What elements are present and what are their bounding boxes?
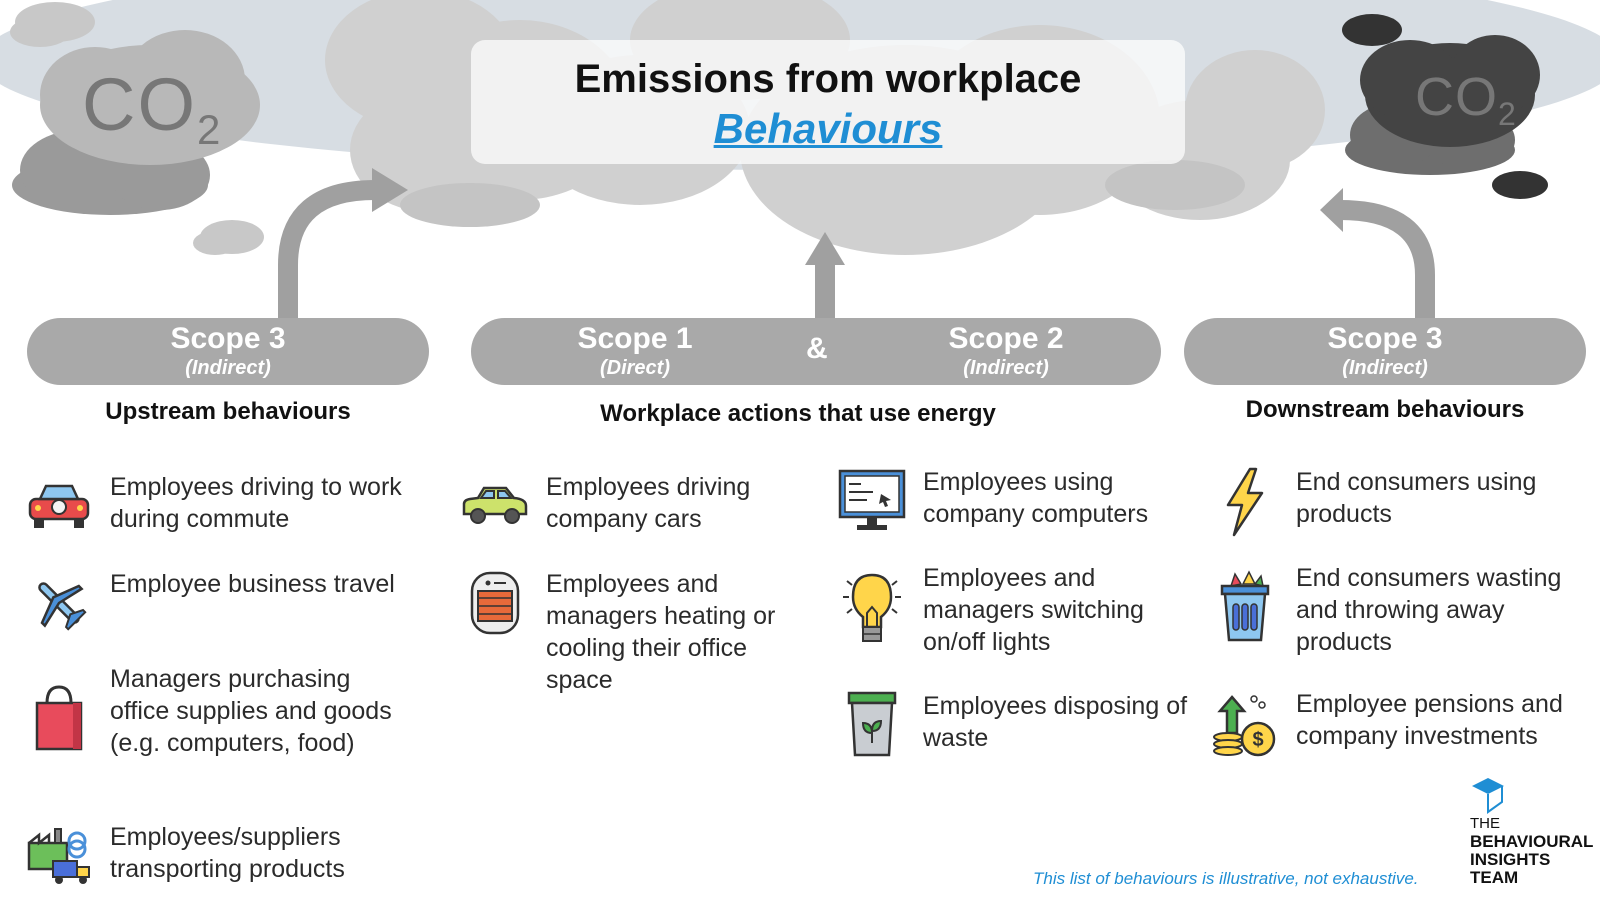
scope-3-downstream [1255, 322, 1515, 380]
item-text: Employees and managers switching on/off lights [923, 564, 1144, 656]
company-car-icon [460, 471, 530, 541]
co2-right-label [1415, 66, 1517, 133]
logo-behavioural: BEHAVIOURAL [1470, 832, 1594, 851]
svg-text:$: $ [1252, 729, 1264, 751]
item-text: Employee business travel [110, 570, 395, 598]
scope-name: Scope 2 [948, 322, 1064, 355]
item-text: Employee pensions and company investments [1296, 690, 1563, 750]
co2-left-text: CO [82, 63, 197, 146]
scope-sub: (Direct) [599, 357, 670, 379]
workplace-heading: Workplace actions that use energy [600, 400, 996, 427]
list-item [460, 568, 820, 696]
heater-icon [460, 568, 530, 638]
scope-1 [505, 322, 765, 380]
list-item [24, 471, 414, 541]
co2-left-label [82, 62, 222, 154]
compost-bin-icon [837, 690, 907, 760]
list-item [1210, 688, 1595, 764]
logo-insights: INSIGHTS [1470, 850, 1551, 869]
list-item [24, 821, 414, 891]
upstream-heading: Upstream behaviours [105, 398, 351, 425]
scope-name: Scope 3 [170, 322, 286, 355]
list-item [24, 663, 414, 773]
shopping-bag-icon [24, 663, 94, 773]
item-text: Employees using company computers [923, 468, 1149, 528]
co2-left-sub: 2 [197, 106, 223, 153]
item-text: Employees/suppliers transporting products [110, 823, 345, 883]
logo-the: THE [1470, 815, 1500, 832]
item-text: Employees and managers heating or cooling their office space [546, 570, 776, 694]
scope-1-2-pill [471, 318, 1161, 385]
trash-can-icon [1210, 562, 1280, 652]
coins-growth-icon [1210, 688, 1280, 764]
list-item [1210, 466, 1595, 538]
downstream-heading: Downstream behaviours [1245, 396, 1525, 423]
light-bulb-icon [837, 562, 907, 656]
scope-sub: (Indirect) [963, 357, 1049, 379]
scope-3-upstream [98, 322, 358, 380]
item-text: Employees driving to work during commute [110, 473, 402, 533]
scope-name: Scope 3 [1327, 322, 1443, 355]
logo-team: TEAM [1470, 868, 1519, 887]
factory-truck-icon [24, 821, 94, 891]
list-item [837, 690, 1192, 760]
lightning-icon [1210, 466, 1280, 538]
disclaimer: This list of behaviours is illustrative, not exhaustive. [1033, 869, 1419, 888]
bit-logo-text [1470, 815, 1593, 887]
title-line-1: Emissions from workplace [574, 57, 1082, 101]
scope-2 [876, 322, 1136, 380]
co2-right-text: CO [1415, 67, 1498, 127]
ampersand: & [806, 332, 828, 365]
item-text: End consumers wasting and throwing away products [1296, 564, 1562, 656]
scope-sub: (Indirect) [1342, 357, 1428, 379]
car-icon [24, 471, 94, 541]
co2-right-sub: 2 [1498, 96, 1517, 132]
title-box [471, 40, 1185, 164]
item-text: Employees disposing of waste [923, 692, 1188, 752]
item-text: Employees driving company cars [546, 473, 751, 533]
list-item [460, 471, 820, 541]
scope-sub: (Indirect) [185, 357, 271, 379]
scope-3-downstream-pill [1184, 318, 1586, 385]
list-item [24, 568, 414, 638]
list-item [837, 466, 1192, 536]
computer-icon [837, 466, 907, 536]
item-text: Managers purchasing office supplies and goods (e.g. computers, food) [110, 665, 392, 757]
list-item [837, 562, 1192, 658]
airplane-icon [24, 568, 94, 638]
scope-name: Scope 1 [577, 322, 693, 355]
list-item [1210, 562, 1595, 658]
item-text: End consumers using products [1296, 468, 1537, 528]
title-line-2-link[interactable]: Behaviours [713, 105, 943, 152]
scope-3-upstream-pill [27, 318, 429, 385]
